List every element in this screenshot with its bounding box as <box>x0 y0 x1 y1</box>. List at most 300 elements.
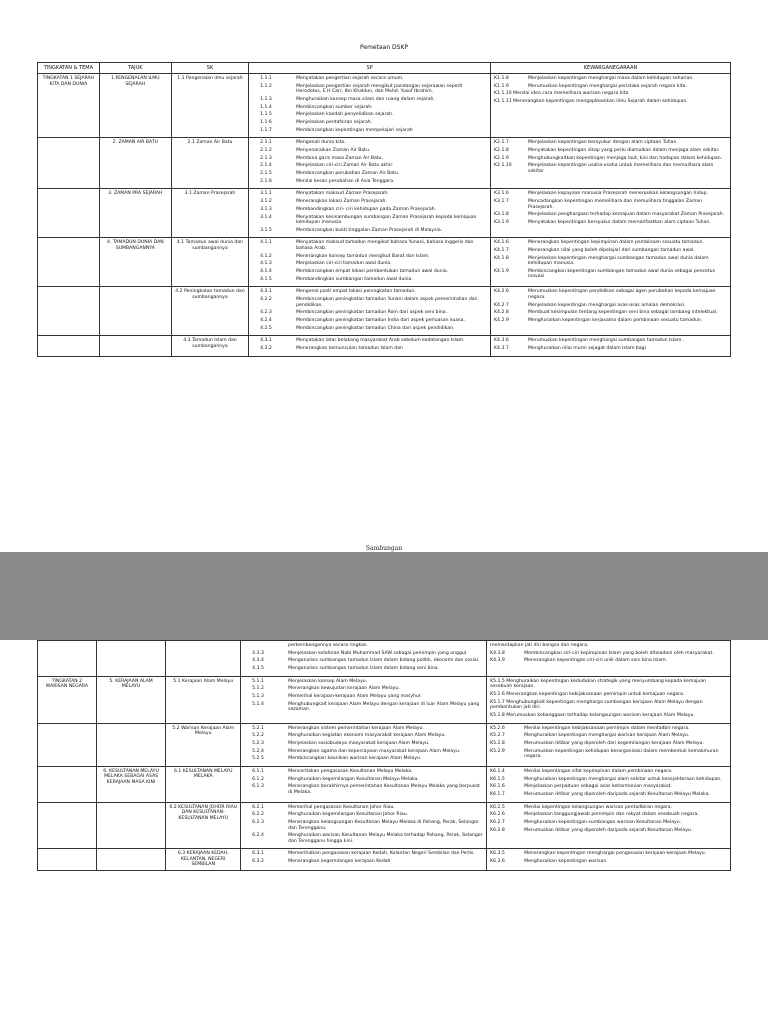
sp-cell <box>241 723 487 766</box>
sp-item <box>252 163 487 169</box>
kew-item <box>494 163 727 174</box>
sp-item <box>244 749 483 755</box>
kew-item <box>490 700 727 711</box>
sp-code: 4.3.2 <box>260 345 272 351</box>
sp-code: 3.1.1 <box>260 191 272 197</box>
table-row <box>38 238 731 287</box>
sp-code: 4.2.4 <box>260 317 272 323</box>
sp-item <box>252 171 487 177</box>
sp-item <box>252 191 487 197</box>
dskp-table-page-1 <box>37 62 731 357</box>
kew-code: K1.1.8 <box>494 76 509 81</box>
kew-item <box>490 726 727 732</box>
sp-text: Menjelaskan sosiobudaya masyarakat kerajaan Alam Melayu. <box>288 740 430 746</box>
sp-item <box>252 120 487 126</box>
sp-item <box>244 777 483 783</box>
sp-text: Menganalisis sumbangan tamadun Islam dalam bidang politik, ekonomi dan sosial. <box>288 658 480 664</box>
kew-text: Menjelaskan kepentingan menghargai asas-asas amalan demokrasi. <box>528 302 686 308</box>
kewarganegaraan-cell <box>491 189 731 238</box>
kew-text: K5.1.6 Menerangkan kepentingan kebijaksanaan pemimpin untuk kemajuan negara. <box>490 691 685 697</box>
table-row <box>38 723 731 766</box>
sp-cell <box>249 238 491 287</box>
kew-item <box>494 199 727 210</box>
sp-code: 1.1.4 <box>260 104 272 110</box>
sp-code: 4.1.1 <box>260 240 272 246</box>
sp-code: 4.1.3 <box>260 261 272 267</box>
kew-item <box>494 220 727 226</box>
kew-item <box>490 658 727 664</box>
sp-item <box>252 97 487 103</box>
kew-text: Menyatakan kepentingan sikap yang perlu diamalkan dalam menjaga alam sekitar. <box>528 148 720 153</box>
kew-code: K3.1.7 <box>494 199 509 205</box>
sp-cell <box>249 189 491 238</box>
sp-cell <box>241 849 487 871</box>
sp-item <box>252 297 487 308</box>
sp-item <box>252 261 487 267</box>
table-row <box>38 138 731 189</box>
kew-item <box>490 679 727 690</box>
sp-text: Menghuraikan konsep masa silam dan ruang dalam sejarah. <box>296 96 435 102</box>
tajuk-cell: 2. ZAMAN AIR BATU <box>99 138 171 189</box>
sp-code: 1.1.6 <box>260 119 272 125</box>
table-row <box>38 287 731 336</box>
tajuk-cell <box>96 641 166 677</box>
sp-item <box>252 228 487 234</box>
kew-code: K2.1.7 <box>494 140 509 146</box>
kew-text: Menerangkan kepentingan menghargai pengasasan kerajaan-kerajaan Melayu. <box>524 851 707 857</box>
sp-text: Menyatakan maksud tamadun mengikut bahasa Yunani, bahasa Inggeris dan bahasa Arab. <box>296 240 474 251</box>
kew-item <box>490 769 727 775</box>
kew-text: Merumuskan kepentingan menghargai sumbangan tamadun Islam. <box>528 338 683 344</box>
sp-item <box>252 140 487 146</box>
kew-item <box>490 812 727 818</box>
sp-item <box>244 812 483 818</box>
tingkatan-cell: TINGKATAN 2 WARISAN NEGARA <box>38 676 97 723</box>
sp-cell <box>241 766 487 802</box>
kew-code: K3.1.9 <box>494 220 509 225</box>
kew-code: K6.2.6 <box>490 812 505 818</box>
tajuk-cell: 5. KERAJAAN ALAM MELAYU <box>96 676 166 723</box>
kew-code: K5.2.9 <box>490 748 505 754</box>
kewarganegaraan-cell <box>487 641 731 677</box>
sp-item <box>252 199 487 205</box>
tajuk-cell <box>96 849 166 871</box>
sp-code: 1.1.2 <box>260 83 272 89</box>
kew-code: K4.1.7 <box>494 248 509 254</box>
sp-cell <box>241 802 487 849</box>
sk-cell: 6.2 KESULTANAN JOHOR RIAU DAN KESULTANAN-KESULTANAN MELAYU <box>166 802 241 849</box>
sp-text: Menyatakan maksud Zaman Prasejarah. <box>296 191 389 197</box>
kew-text: Membincangkan kepentingan sumbangan tamadun awal dunia sebagai pencetus inovasi <box>528 268 715 280</box>
sp-text: Menerangkan lokasi Zaman Prasejarah. <box>296 199 387 205</box>
kew-text: Menerangkan nilai yang boleh dipelajari dari sumbangan tamadun awal. <box>528 248 695 254</box>
kewarganegaraan-cell <box>491 336 731 356</box>
sp-code: 2.1.1 <box>260 140 272 146</box>
kew-text: K5.1.8 Merumuskan kebanggaan terhadap kelangsungan warisan kerajaan Alam Melayu. <box>490 712 695 718</box>
kew-text: K5.1.7 Menghubungkait kepentingan mengharga sumbangan kerajaan Alam Melayu dengan pembentukan jati diri. <box>490 699 703 711</box>
kew-text: Menilai kepentingan sifat kepimpinan dalam pembinaan negara. <box>524 768 673 774</box>
sp-text: Membincangkan peningkatan tamadun Yunani dalam aspek pemerintahan dan pendidikan. <box>296 297 478 308</box>
kew-text: Menghuraikan kepentingan kerjasama dalam pembinaan sesuatu tamadun. <box>528 317 703 323</box>
kew-item <box>490 805 727 811</box>
kew-text: Merumuskan iktibar yang diperoleh daripada sejarah Kesultanan Melayu. <box>524 827 693 833</box>
sp-text: Menerangkan kelangsungan Kesultanan Melayu Melaka di Pahang, Perak, Selangor dan Terengganu. <box>288 820 479 831</box>
sp-text: Menerangkan kemunculan tamadun Islam dan <box>296 345 403 351</box>
tajuk-cell <box>99 336 171 356</box>
sp-code: 2.1.3 <box>260 155 272 161</box>
kew-code: K6.1.7 <box>490 792 505 797</box>
kew-item <box>494 91 727 97</box>
table-row <box>38 336 731 356</box>
sp-code: 6.2.4 <box>252 833 264 839</box>
kew-text: Menjelaskan kepayaan manusia Prasejarah menerusikan kelangsungan hidup. <box>528 191 708 197</box>
sp-text: Membandingkan ciri- ciri kehidupan pada Zaman Prasejarah. <box>296 206 437 212</box>
sp-cell <box>241 641 487 677</box>
sp-item <box>244 702 483 713</box>
sp-cell <box>249 336 491 356</box>
kew-code: K4.2.9 <box>494 317 509 323</box>
col-header-sp: SP <box>249 63 491 74</box>
sp-item <box>244 726 483 732</box>
sk-cell: 3.1 Zaman Prasejarah <box>171 189 248 238</box>
sp-text: perkembangannya secara ringkas. <box>288 643 368 648</box>
kew-text: Merumuskan kepentingan menghargai peristiwa sejarah negara kita. <box>528 83 687 89</box>
signature: Sambungan <box>365 545 403 552</box>
kew-code: K6.2.8 <box>490 827 505 833</box>
kew-code: K5.2.7 <box>490 733 505 739</box>
kew-item <box>494 156 727 162</box>
sp-code: 4.3.1 <box>260 338 272 344</box>
kew-text: Merumuskan kepentingan kehidupan berorganisasi dalam membentuk kemakmuran negara. <box>524 748 719 760</box>
kew-text: Menghuraikan kepentingan menghargai warisan kerajaan Alam Melayu. <box>524 733 690 739</box>
sp-item <box>252 76 487 82</box>
kewarganegaraan-cell <box>487 676 731 723</box>
sp-item <box>244 741 483 747</box>
sp-text: Mengenali dunia kita. <box>296 140 346 146</box>
sp-text: Membincangkan sumber sejarah. <box>296 104 373 110</box>
tajuk-cell <box>99 287 171 336</box>
sp-code: 5.2.5 <box>252 756 264 762</box>
sp-text: Memerihalkan pengasasan kerajaan Kedah, Kelantan Negeri Sembilan dan Perlis. <box>288 851 475 857</box>
kew-code: K4.3.6 <box>494 338 509 344</box>
kew-text: Mencadangkan kepentingan memelihara dan memulihara tinggalan Zaman Prasejarah. <box>528 199 703 210</box>
sp-code: 4.3.4 <box>252 658 264 664</box>
sp-text: Menghubungkait kerajaan Alam Melayu dengan kerajaan di luar Alam Melayu yang sezaman. <box>288 701 480 713</box>
sk-cell: 6.1 KESULTANAN MELAYU MELAKA <box>166 766 241 802</box>
sk-cell: 4.1 Tamadun awal dunia dan sumbangannya <box>171 238 248 287</box>
kew-text: Menghuraikan kepentingan warisan <box>524 859 607 865</box>
sp-cell <box>249 74 491 138</box>
kew-item <box>490 733 727 739</box>
kew-text: Menjelaskan kepentingan bersyukur dengan alam ciptaan Tuhan. <box>528 140 678 146</box>
sp-item <box>244 756 483 762</box>
kew-code: K4.1.6 <box>494 240 509 246</box>
sp-text: Menjelaskan kaedah penyelidikan sejarah. <box>296 112 394 118</box>
kew-text: Menghuraikan kepentingan sumbangan warisan Kesultanan Melayu. <box>524 820 682 826</box>
tingkatan-cell <box>38 641 97 677</box>
sp-item <box>244 666 483 672</box>
sp-text: Membincangkan peningkatan tamadun India dari aspek perluasan kuasa. <box>296 317 465 323</box>
tingkatan-cell <box>38 336 100 356</box>
sp-code: 4.1.2 <box>260 253 272 259</box>
sp-text: Membincangkan empat lokasi pembentukan tamadun awal dunia. <box>296 268 449 274</box>
sp-item <box>252 240 487 251</box>
kew-code: K5.2.8 <box>490 740 505 746</box>
sp-item <box>244 686 483 692</box>
kew-item <box>490 777 727 783</box>
sp-code: 5.2.1 <box>252 725 264 731</box>
kew-text: Menyatakan kepentingan bersyukur dalam memanfaatkan alam ciptaan Tuhan. <box>528 220 711 225</box>
sp-text: Menghuraikan kegemilangan Kesultanan Melayu Melaka. <box>288 776 419 782</box>
kew-text: Merumuskan iktibar yang diperoleh daripada sejarah Kesultanan Melayu Melaka. <box>524 792 711 797</box>
sp-text: Menyatakan pengertian sejarah secara umum. <box>296 76 404 81</box>
sp-item <box>244 833 483 844</box>
sp-item <box>244 679 483 685</box>
sp-code: 5.2.4 <box>252 748 264 754</box>
kew-item <box>494 256 727 267</box>
sp-cell <box>249 287 491 336</box>
col-header-tajuk: TAJUK <box>99 63 171 74</box>
sp-code: 4.2.3 <box>260 310 272 316</box>
sp-text: Menjelaskan pentafsiran sejarah. <box>296 119 373 125</box>
kew-item <box>494 140 727 146</box>
sp-text: Menghuraikan warisan Kesultanan Melayu Melaka terhadap Pahang, Perak, Selangor dan Terengganu hingga kini. <box>288 833 483 844</box>
sp-text: Menyatakan latar belakang masyarakat Arab sebelum kedatangan Islam. <box>296 338 465 344</box>
sp-item <box>252 326 487 332</box>
document-page-2 <box>0 640 768 1024</box>
kew-item <box>494 248 727 254</box>
sk-cell: 5.2 Warisan Kerajaan Alam Melayu <box>166 723 241 766</box>
sp-text: Menganalisis sumbangan tamadun Islam dalam bidang seni bina. <box>288 666 440 672</box>
kew-text: K5.1.5 Menghuraikan kepentingan kedudukan strategik yang menyumbang kepada kemajuan sesebuah kerajaan. <box>490 678 707 690</box>
kew-text: Menilai kepentingan kebijaksanaan pemimpin dalam mentadbir negara. <box>524 725 690 731</box>
kew-code: K4.3.8 <box>490 650 505 656</box>
kew-code: K4.3.7 <box>494 345 509 351</box>
table-row <box>38 766 731 802</box>
kew-text: K1.1.11 Menerangkan kepentingan mengaplikasikan ilmu Sejarah dalam kehidupan. <box>494 99 688 105</box>
col-header-sk: SK <box>171 63 248 74</box>
sp-text: Menyenaraikan Zaman Air Batu. <box>296 148 371 153</box>
kew-code: K1.1.9 <box>494 83 509 89</box>
kew-text: Menjelaskan kepentingan menghargai sumbangan tamadun awal dunia dalam kehidupan manusia. <box>528 255 709 267</box>
page-header: Pemetaan DSKP <box>359 44 409 51</box>
kew-item <box>494 148 727 154</box>
kew-item <box>494 212 727 218</box>
kew-code: K6.3.5 <box>490 851 505 857</box>
sp-item <box>252 207 487 213</box>
sk-cell: 4.2 Peningkatan tamadun dan sumbangannya <box>171 287 248 336</box>
tingkatan-cell <box>38 238 100 287</box>
kew-code: K4.1.9 <box>494 268 509 274</box>
table-row <box>38 802 731 849</box>
kew-item <box>494 310 727 316</box>
dskp-table-page-2 <box>37 640 731 871</box>
tingkatan-cell <box>38 766 97 802</box>
kew-text: Menjelaskan kepentingan usaha-usaha untuk memelihara dan memulihara alam sekitar <box>528 163 714 174</box>
kew-item <box>490 651 727 657</box>
kew-text: Menerangkan kepentingan ciri-ciri unik dalam seni bina Islam. <box>524 658 668 664</box>
sp-item <box>244 733 483 739</box>
kew-code: K4.3.9 <box>490 658 505 664</box>
sp-code: 5.1.3 <box>252 694 264 700</box>
kew-item <box>494 346 727 352</box>
kew-item <box>490 749 727 760</box>
kewarganegaraan-cell <box>487 849 731 871</box>
sp-text: Menerangkan agama dan kepercayaan masyarakat kerajaan Alam Melayu. <box>288 748 461 754</box>
sp-text: Menghuraikan kegiatan ekonomi masyarakat kerajaan Alam Melayu. <box>288 733 446 739</box>
sp-text: Menerangkan sistem pemerintahan kerajaan Alam Melayu. <box>288 725 424 731</box>
sk-cell <box>166 641 241 677</box>
sp-item <box>252 269 487 275</box>
kewarganegaraan-cell <box>487 766 731 802</box>
sp-item <box>252 310 487 316</box>
sp-item <box>244 651 483 657</box>
table-row <box>38 189 731 238</box>
kew-item <box>494 303 727 309</box>
sp-text: Menjelaskan pengertian sejarah mengikut pandangan sejarawan seperti Herodotus, E.H Carr, Ibn Khaldun, dan Mohd. Yusuf Ibrahim. <box>296 83 463 95</box>
kew-code: K4.2.7 <box>494 302 509 308</box>
sp-code: 6.3.2 <box>252 859 264 865</box>
sp-item <box>244 643 483 649</box>
kew-item <box>490 859 727 865</box>
sp-code: 3.1.3 <box>260 206 272 212</box>
kewarganegaraan-cell <box>491 238 731 287</box>
sp-item <box>252 179 487 185</box>
col-header-kewarganegaraan: KEWARGANEGARAAN <box>491 63 731 74</box>
kew-code: K4.1.8 <box>494 255 509 261</box>
kew-code: K6.2.7 <box>490 820 505 826</box>
sp-code: 5.2.2 <box>252 733 264 739</box>
sp-text: Membincangkan peningkatan tamadun Rom dari aspek seni bina. <box>296 310 448 316</box>
tajuk-cell: 4. TAMADUN DUNIA DAN SUMBANGANNYA <box>99 238 171 287</box>
tajuk-cell: 1.PENGENALAN ILMU SEJARAH <box>99 74 171 138</box>
sp-item <box>252 128 487 134</box>
kew-code: K2.1.9 <box>494 155 509 161</box>
table-body-page-2 <box>38 641 731 871</box>
sp-text: Menjelaskan kelahiran Nabi Muhammad SAW sebagai pemimpin yang unggul. <box>288 650 468 656</box>
sp-code: 6.2.2 <box>252 812 264 818</box>
sp-text: Menerangkan kegemilangan kerajaan Kedah <box>288 859 391 865</box>
kew-text: Menjelaskan perpaduan sebagai asas keharmonian masyarakat. <box>524 784 672 790</box>
sk-cell: 2.1 Zaman Air Batu <box>171 138 248 189</box>
sp-text: Membincangkan keunikan warisan kerajaan Alam Melayu. <box>288 756 422 762</box>
sp-item <box>244 805 483 811</box>
kewarganegaraan-cell <box>491 138 731 189</box>
kew-item <box>490 692 727 698</box>
sp-item <box>244 694 483 700</box>
tingkatan-cell <box>38 849 97 871</box>
sp-code: 2.1.5 <box>260 171 272 177</box>
sk-cell: 5.1 Kerajaan Alam Melayu <box>166 676 241 723</box>
sp-code: 4.3.3 <box>252 650 264 656</box>
tingkatan-cell: TINGKATAN 1 SEJARAH KITA DAN DUNIA <box>38 74 100 138</box>
sp-text: Menyatakan kesinambungan sumbangan Zaman Prasejarah kepada kemajuan kehidupan manusia. <box>296 214 477 225</box>
sk-cell: 6.3 KERAJAAN KEDAH, KELANTAN, NEGERI SEMBILAN <box>166 849 241 871</box>
sp-item <box>244 784 483 795</box>
sp-code: 4.2.5 <box>260 325 272 331</box>
kew-item <box>490 851 727 857</box>
table-row <box>38 641 731 677</box>
sp-item <box>252 148 487 154</box>
col-header-tingkatan: TINGKATAN & TEMA <box>38 63 100 74</box>
sp-code: 4.1.4 <box>260 268 272 274</box>
tingkatan-cell <box>38 723 97 766</box>
kew-item <box>494 76 727 82</box>
sp-code: 1.1.1 <box>260 76 272 81</box>
sp-text: Menerangkan konsep tamadun mengikut Barat dan Islam. <box>296 253 430 259</box>
sp-text: Mengenal pasti empat lokasi peningkatan tamadun. <box>296 289 416 295</box>
sp-text: Membincangkan bukti tinggalan Zaman Prasejarah di Malaysia. <box>296 227 443 233</box>
kew-code: K5.2.6 <box>490 725 505 731</box>
kew-text: Merumuskan iktibar yang diperoleh dari kegemilangan kerajaan Alam Melayu. <box>524 740 704 746</box>
sp-text: Menerangkan berakhirnya pemerintahan Kesultanan Melayu Melaka yang berpusat di Melaka. <box>288 784 480 795</box>
sp-code: 4.1.5 <box>260 276 272 282</box>
sp-code: 4.2.2 <box>260 297 272 302</box>
kew-code: K2.1.10 <box>494 163 512 169</box>
kew-code: K6.2.5 <box>490 804 505 810</box>
kew-text: Merumuskan kepentingan pendidikan sebagai agen perubahan kepada kemajuan negara. <box>528 289 716 300</box>
kew-text: Membincangkan ciri-ciri kepimpinan Islam yang boleh diteladani oleh masyarakat. <box>524 650 714 656</box>
sp-item <box>252 84 487 95</box>
kew-item <box>494 99 727 105</box>
kew-text: Menghubungkaitkan kepentingan menjaga laut, kini dan hadapan dalam kehidupan. <box>528 155 723 161</box>
table-header-row <box>38 63 731 74</box>
kew-text: memantapkan jati diri bangsa dan negara. <box>490 643 589 648</box>
kew-text: Membuat kesimpulan tentang kepentingan seni bina sebagai lambang intelektual. <box>528 310 718 316</box>
kew-code: K6.1.6 <box>490 784 505 790</box>
sp-text: Membina garis masa Zaman Air Batu. <box>296 155 383 161</box>
sp-text: Menilai kesan perubahan di Asia Tenggara. <box>296 178 395 184</box>
sp-item <box>252 254 487 260</box>
kew-item <box>490 792 727 798</box>
tingkatan-cell <box>38 287 100 336</box>
sp-item <box>252 338 487 344</box>
tingkatan-cell <box>38 802 97 849</box>
sp-code: 6.3.1 <box>252 851 264 857</box>
kew-item <box>494 191 727 197</box>
kew-code: K4.2.8 <box>494 310 509 316</box>
kew-code: K3.1.8 <box>494 212 509 218</box>
sp-cell <box>249 138 491 189</box>
sp-code: 5.1.1 <box>252 678 264 684</box>
kew-item <box>494 289 727 300</box>
kew-code: K6.1.5 <box>490 776 505 782</box>
kew-item <box>490 741 727 747</box>
sp-code: 1.1.3 <box>260 96 272 102</box>
kew-text: Menerangkan kepentingan kepimpinan dalam pembinaan sesuatu tamadun. <box>528 240 704 246</box>
kew-text: Menjelaskan tanggungjawab pemimpin dan rakyat dalam sesebuah negara. <box>524 812 699 818</box>
kew-item <box>494 338 727 344</box>
sp-code: 6.1.1 <box>252 768 264 774</box>
kew-code: K4.2.6 <box>494 289 509 295</box>
sp-text: Memerihal kerajaan-kerajaan Alam Melayu yang masyhur. <box>288 694 422 700</box>
tajuk-cell: 6. KESULTANAN MELAYU MELAKA SEBAGAI ASAS KERAJAAN MASA KINI <box>96 766 166 802</box>
sp-item <box>252 346 487 352</box>
sp-code: 2.1.2 <box>260 148 272 153</box>
kew-item <box>490 784 727 790</box>
sp-code: 6.2.1 <box>252 804 264 810</box>
sp-code: 4.3.5 <box>252 666 264 672</box>
kew-text: Menghuraikan nilai murni sejagat dalam Islam bagi <box>528 345 646 351</box>
tajuk-cell: 3. ZAMAN PRA SEJARAH <box>99 189 171 238</box>
kew-text: Menghuraikan kepentingan menghargai alam sekitar untuk kesejahteraan kehidupan. <box>524 776 722 782</box>
tingkatan-cell <box>38 138 100 189</box>
sp-item <box>252 289 487 295</box>
tajuk-cell <box>96 802 166 849</box>
sp-code: 1.1.5 <box>260 112 272 118</box>
sp-text: Membincangkan perubahan Zaman Air Batu. <box>296 171 400 177</box>
kew-code: K2.1.8 <box>494 148 509 153</box>
